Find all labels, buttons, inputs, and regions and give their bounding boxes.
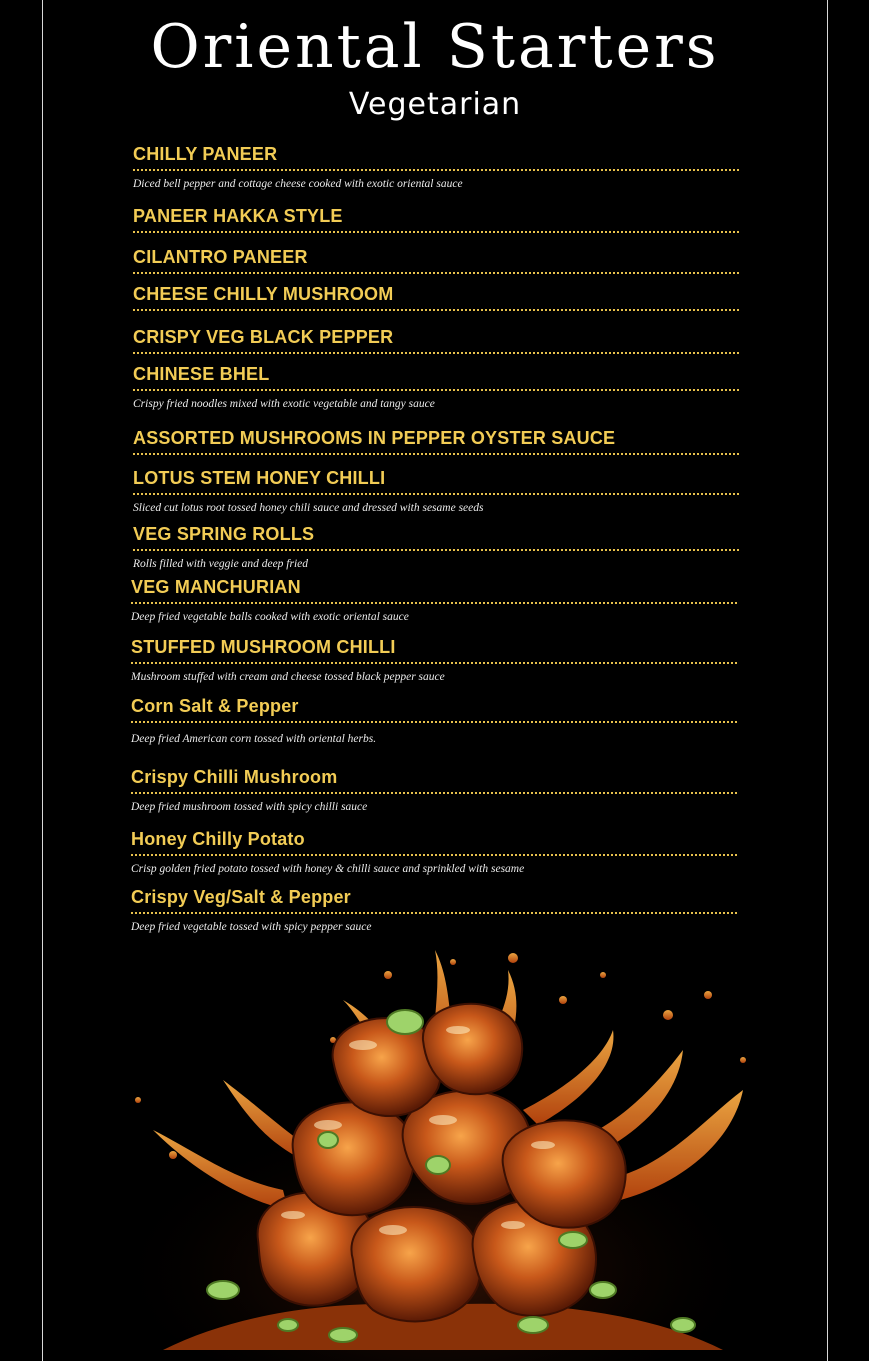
menu-item	[133, 283, 739, 311]
menu-item-name: ASSORTED MUSHROOMS IN PEPPER OYSTER SAUCE	[133, 428, 616, 448]
menu-item	[131, 695, 737, 746]
menu-item-name: CRISPY VEG BLACK PEPPER	[133, 327, 394, 347]
menu-subtitle: Vegetarian	[348, 87, 522, 122]
dotted-divider	[133, 493, 739, 495]
menu-item-description: Mushroom stuffed with cream and cheese tossed black pepper sauce	[131, 671, 445, 683]
menu-item	[131, 636, 737, 684]
menu-item-description: Deep fried American corn tossed with oriental herbs.	[131, 733, 377, 745]
menu-item	[133, 205, 739, 233]
dotted-divider	[133, 549, 739, 551]
menu-item-description: Deep fried vegetable tossed with spicy pepper sauce	[131, 921, 372, 933]
menu-item	[133, 143, 739, 191]
dotted-divider	[131, 721, 737, 723]
menu-item-name: PANEER HAKKA STYLE	[133, 206, 343, 226]
glazed-food-splash-illustration	[43, 940, 828, 1361]
menu-item	[133, 246, 739, 274]
menu-item-name: Honey Chilly Potato	[131, 829, 305, 849]
menu-item-name: Crispy Veg/Salt & Pepper	[131, 887, 351, 907]
dotted-divider	[133, 272, 739, 274]
dotted-divider	[133, 352, 739, 354]
menu-item	[133, 363, 739, 411]
menu-item	[131, 828, 737, 876]
menu-item-name: VEG MANCHURIAN	[131, 577, 301, 597]
dotted-divider	[131, 912, 737, 914]
menu-item-name: CILANTRO PANEER	[133, 247, 308, 267]
menu-item	[133, 523, 739, 571]
menu-item-description: Crisp golden fried potato tossed with honey & chilli sauce and sprinkled with sesame	[131, 863, 525, 875]
menu-item-name: STUFFED MUSHROOM CHILLI	[131, 637, 396, 657]
menu-item-name: Corn Salt & Pepper	[131, 696, 299, 716]
menu-item-name: VEG SPRING ROLLS	[133, 524, 315, 544]
menu-item	[131, 766, 737, 814]
menu-page	[42, 0, 828, 1361]
dotted-divider	[133, 389, 739, 391]
dotted-divider	[133, 169, 739, 171]
menu-item-name: CHEESE CHILLY MUSHROOM	[133, 284, 394, 304]
menu-item	[131, 576, 737, 624]
menu-item-description: Crispy fried noodles mixed with exotic vegetable and tangy sauce	[133, 398, 435, 410]
menu-title: Oriental Starters	[150, 12, 720, 82]
dotted-divider	[131, 662, 737, 664]
menu-item-description: Deep fried mushroom tossed with spicy chilli sauce	[131, 801, 368, 813]
dotted-divider	[131, 792, 737, 794]
menu-item-description: Diced bell pepper and cottage cheese cooked with exotic oriental sauce	[133, 178, 463, 190]
menu-item-name: CHINESE BHEL	[133, 364, 270, 384]
dotted-divider	[131, 602, 737, 604]
menu-item	[131, 886, 737, 934]
menu-item-name: LOTUS STEM HONEY CHILLI	[133, 468, 386, 488]
dotted-divider	[133, 309, 739, 311]
dotted-divider	[133, 231, 739, 233]
dotted-divider	[133, 453, 739, 455]
menu-item-description: Sliced cut lotus root tossed honey chili sauce and dressed with sesame seeds	[133, 502, 484, 514]
menu-item-description: Deep fried vegetable balls cooked with exotic oriental sauce	[131, 611, 409, 623]
menu-item-name: CHILLY PANEER	[133, 144, 278, 164]
dotted-divider	[131, 854, 737, 856]
menu-item	[133, 326, 739, 354]
menu-item	[133, 427, 739, 455]
menu-item-name: Crispy Chilli Mushroom	[131, 767, 338, 787]
menu-item	[133, 467, 739, 515]
menu-item-description: Rolls filled with veggie and deep fried	[133, 558, 309, 570]
